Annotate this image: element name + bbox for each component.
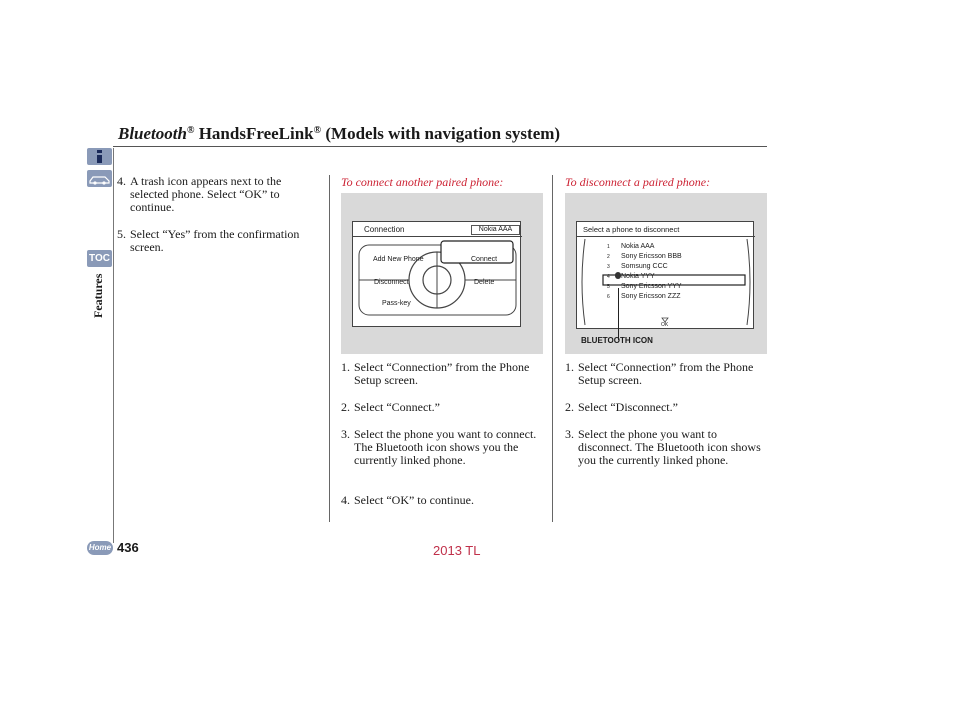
section-side-label: Features (91, 273, 105, 318)
header-rule (113, 146, 767, 147)
title-reg-mark: ® (186, 125, 195, 136)
connect-subhead: To connect another paired phone: (341, 175, 504, 189)
toc-button[interactable] (87, 250, 112, 267)
phone-list-item[interactable]: 3 Somsung CCC (607, 263, 668, 270)
car-nav-button[interactable] (87, 170, 112, 187)
title-product: HandsFreeLink (194, 124, 314, 143)
watermark: 2013 TL (433, 543, 481, 558)
ok-button[interactable]: OK (661, 322, 669, 328)
phone-list-item[interactable]: 1 Nokia AAA (607, 243, 655, 250)
bluetooth-icon-callout: BLUETOOTH ICON (581, 336, 653, 345)
column-divider-2 (552, 175, 553, 522)
title-reg-mark-2: ® (313, 125, 322, 136)
disconnect-screen (576, 221, 754, 329)
connection-screen-figure (341, 193, 543, 354)
left-margin-rule (113, 148, 114, 543)
phone-list-item-selected[interactable]: 4 Nokia YYY (607, 273, 655, 280)
disconnect-option[interactable]: Disconnect (374, 279, 409, 286)
page-title (118, 121, 560, 144)
add-new-phone-option[interactable]: Add New Phone (373, 256, 424, 263)
delete-option[interactable]: Delete (474, 279, 495, 286)
connect-step-4: 4. Select “OK” to continue. (341, 493, 474, 507)
title-suffix: (Models with navigation system) (321, 124, 561, 143)
left-step-4: 4. A trash icon appears next to the selected phone. Select “OK” to continue. (117, 174, 282, 214)
title-brand: Bluetooth (118, 124, 187, 143)
car-icon (87, 170, 112, 187)
disconnect-step-1: 1. Select “Connection” from the Phone Setup screen. (565, 360, 754, 387)
phone-list-item[interactable]: 5 Sony Ericsson YYY (607, 283, 682, 290)
home-button[interactable] (87, 541, 113, 555)
pass-key-option[interactable]: Pass-key (382, 300, 411, 307)
home-label: Home (88, 543, 112, 552)
screen-title: Connection (364, 225, 405, 234)
connect-step-3: 3. Select the phone you want to connect. The Bluetooth icon shows you the currently linked phone. (341, 427, 537, 467)
connect-step-2: 2. Select “Connect.” (341, 400, 440, 414)
disconnect-step-3: 3. Select the phone you want to disconnect. The Bluetooth icon shows you the currently linked phone. (565, 427, 761, 467)
connect-step-1: 1. Select “Connection” from the Phone Setup screen. (341, 360, 530, 387)
disconnect-step-2: 2. Select “Disconnect.” (565, 400, 678, 414)
info-nav-button[interactable] (87, 148, 112, 165)
left-step-5: 5. Select “Yes” from the confirmation screen. (117, 227, 300, 254)
phone-list-item[interactable]: 6 Sony Ericsson ZZZ (607, 293, 681, 300)
connect-option[interactable]: Connect (471, 256, 498, 263)
disconnect-subhead: To disconnect a paired phone: (565, 175, 711, 189)
screen-title: Select a phone to disconnect (583, 225, 680, 234)
column-divider-1 (329, 175, 330, 522)
info-icon (87, 148, 112, 165)
toc-label: TOC (89, 253, 110, 264)
current-phone-badge: Nokia AAA (471, 225, 520, 235)
disconnect-screen-figure (565, 193, 767, 354)
phone-list-item[interactable]: 2 Sony Ericsson BBB (607, 253, 682, 260)
page-number: 436 (117, 540, 139, 555)
connection-screen (352, 221, 521, 327)
callout-leader-line (618, 288, 619, 340)
